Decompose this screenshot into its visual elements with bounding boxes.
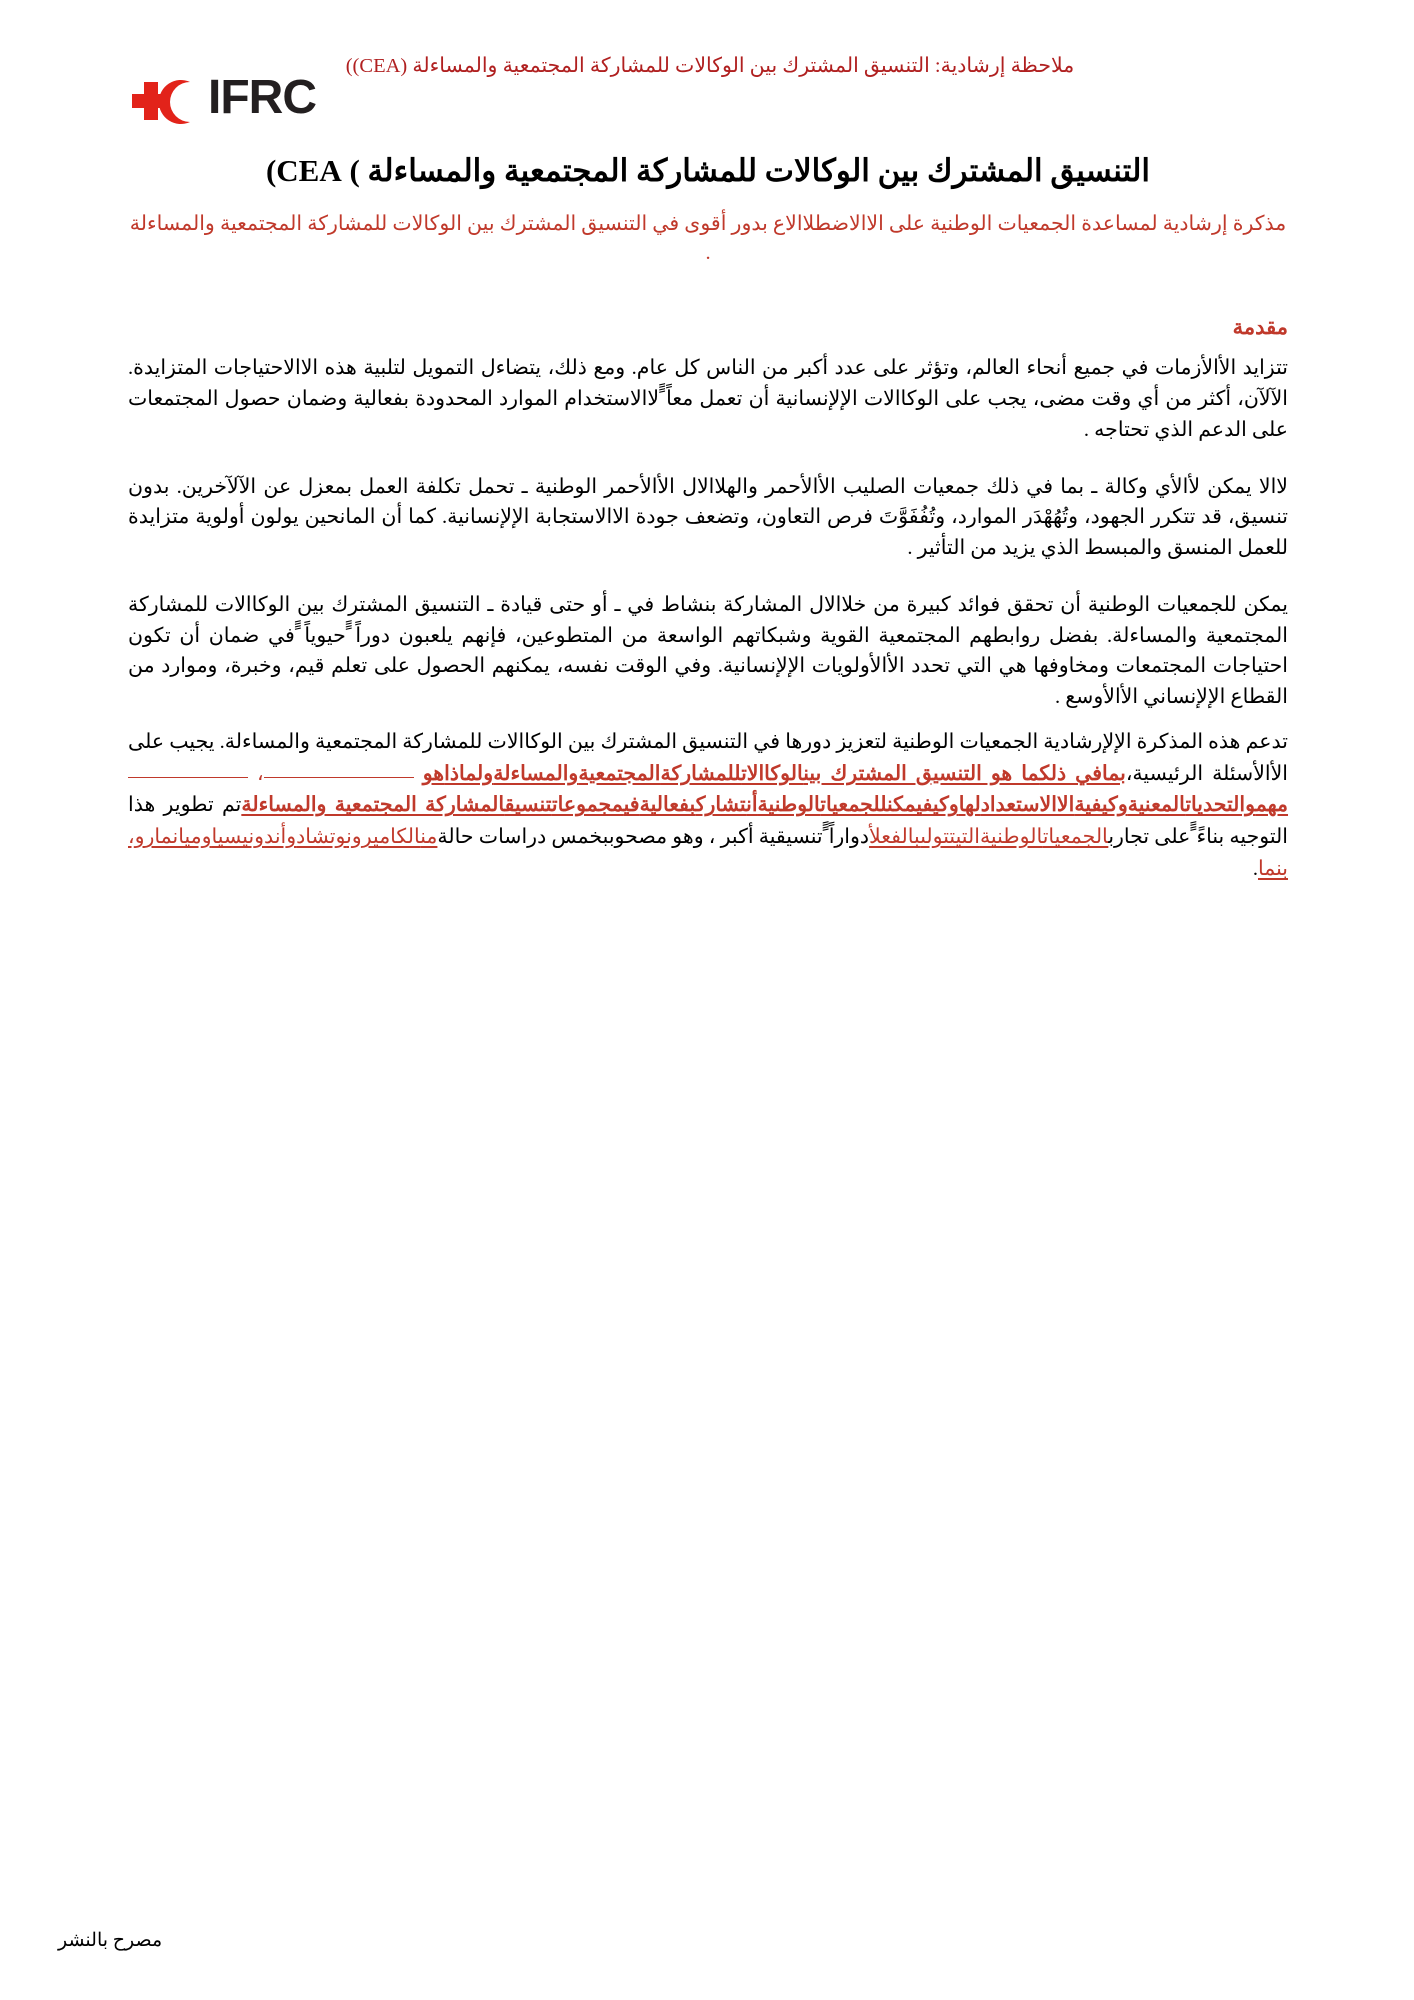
closing-text-run: أدواراً ًًتنسيقية أكبر ، وهو مصحوب	[608, 826, 870, 849]
link-run[interactable]: وميانمار	[144, 826, 212, 849]
section-heading-introduction: مقدمة	[1232, 315, 1288, 340]
link-run[interactable]: والتحديات	[1185, 794, 1256, 817]
link-run[interactable]: مهم	[1255, 794, 1289, 817]
comma-separator: ،	[248, 762, 264, 785]
link-run[interactable]: وكيف	[922, 794, 959, 817]
link-run[interactable]: المجتمعية	[578, 762, 661, 785]
link-run[interactable]: التي	[955, 826, 980, 849]
link-run[interactable]: الكاميرون	[346, 826, 421, 849]
link-run[interactable]: ولماذا	[444, 762, 494, 785]
link-run[interactable]: بمافي ذلك	[1039, 762, 1126, 785]
body-paragraph: يمكن للجمعيات الوطنية أن تحقق فوائد كبيرة من خلاالال المشاركة بنشاط في ـ أو حتى قيادة ـ التنسيق المشترك بين الوكاالات للمشاركة المجتمعية والمساءلة. بفضل روابطهم المجتمعية القوية وشبكاتهم الواسعة من المتطوعين، فإنهم يلعبون دوراً ًًحيوياً ًًفي ضمان أن تكون احتياجات المجتمعات ومخاوفها هي التي تحدد الأالأولويات الإلإنسانية. وفي الوقت نفسه، يمكنهم الحصول على تعلم قيم، وخبرة، وموارد من القطاع الإلإنساني الأالأوسع .	[128, 593, 1288, 709]
ifrc-logo	[130, 68, 360, 130]
link-run[interactable]: المشاركة المجتمعية والمساءلة	[241, 794, 505, 817]
closing-paragraph	[128, 727, 1288, 886]
closing-text-run: .	[1252, 857, 1258, 880]
footer-text: مصرح بالنشر	[58, 1930, 163, 1951]
link-run[interactable]: الجمعيات	[1042, 826, 1109, 849]
link-run[interactable]: تتولى	[920, 826, 956, 849]
body-paragraph: تتزايد الأالأزمات في جميع أنحاء العالم، وتؤثر على عدد أكبر من الناس كل عام. ومع ذلك، يتضاءل التمويل لتلبية هذه الاالاحتياجات المتزايدة. الآلآن، أكثر من أي وقت مضى، يجب على الوكاالات الإلإنسانية أن تعمل معاً ًًلاالاستخدام الموارد المحدودة بفعالية وضمان حصول المجتمعات على الدعم الذي تحتاجه .	[128, 357, 1288, 441]
red-cross-red-crescent-emblem-icon	[130, 74, 216, 126]
link-run[interactable]: للمشاركة	[660, 762, 742, 785]
link-run[interactable]: مجموعات	[551, 794, 624, 817]
closing-text-run: بخمس دراسات حالة	[437, 826, 609, 849]
link-run[interactable]: الوكاالات	[741, 762, 804, 785]
link-run[interactable]: وأندونيسيا	[211, 826, 297, 849]
closing-text-run: تم تطوير هذا التوجيه بناءً ًًعلى تجارب	[128, 794, 1288, 849]
link-run[interactable]: و، بنما	[128, 826, 1288, 880]
link-run[interactable]: ما هو التنسيق المشترك بين	[803, 762, 1040, 785]
link-run[interactable]: بالفعل	[869, 826, 921, 849]
link-run[interactable]: أن	[746, 794, 758, 817]
body-paragraph: لاالا يمكن لأالأي وكالة ـ بما في ذلك جمعيات الصليب الأالأحمر والهلاالال الأالأحمر الوطنية ـ تحمل تكلفة العمل بمعزل عن الآلآخرين. بدون تنسيق، قد تتكرر الجهود، وتُهُهْدَر الموارد، وتُفُفَوَّتَ فرص التعاون، وتضعف جودة الاالاستجابة الإلإنسانية. كما أن المانحين يولون أولوية متزايدة للعمل المنسق والمبسط الذي يزيد من التأثير .	[128, 475, 1288, 560]
link-run[interactable]: المعنية	[1127, 794, 1186, 817]
link-run[interactable]: تشارك	[695, 794, 747, 817]
link-run[interactable]: للجمعيات	[820, 794, 887, 817]
link-run[interactable]: الوطنية	[979, 826, 1043, 849]
document-subtitle: مذكرة إرشادية لمساعدة الجمعيات الوطنية على الاالاضطلاالاع بدور أقوى في التنسيق المشترك بين الوكالات للمشاركة المجتمعية والمساءلة .	[129, 212, 1287, 264]
link-run[interactable]: لها	[958, 794, 981, 817]
closing-lead-text: تدعم هذه المذكرة الإلإرشادية الجمعيات الوطنية لتعزيز دورها في التنسيق المشترك بين الوكاالات للمشاركة المجتمعية والمساءلة. يجيب على الأالأسئلة الرئيسية،	[128, 730, 1288, 785]
page-header	[120, 48, 1300, 138]
document-content	[128, 150, 1288, 886]
blank-underline-rule	[128, 777, 248, 778]
link-run[interactable]: والمساءلة	[493, 762, 579, 785]
link-run[interactable]: يمكن	[886, 794, 923, 817]
link-run[interactable]: الاالاستعداد	[980, 794, 1075, 817]
link-run[interactable]: الوطنية	[757, 794, 821, 817]
page-title: التنسيق المشترك بين الوكالات للمشاركة المجتمعية والمساءلة ) CEA)	[265, 153, 1151, 188]
link-run[interactable]: بفعالية	[639, 794, 696, 817]
link-run[interactable]: تنسيق	[504, 794, 552, 817]
link-run[interactable]: وتشاد	[296, 826, 347, 849]
link-run[interactable]: هو	[422, 762, 445, 785]
ifrc-logo-text: IFRC	[208, 71, 316, 124]
blank-underline-rule	[264, 777, 414, 778]
link-run[interactable]: من	[420, 826, 438, 849]
link-run[interactable]: في	[623, 794, 640, 817]
header-guidance-note: ملاحظة إرشادية: التنسيق المشترك بين الوكالات للمشاركة المجتمعية والمساءلة (CEA))	[345, 55, 1075, 77]
link-run[interactable]: وكيفية	[1074, 794, 1128, 817]
